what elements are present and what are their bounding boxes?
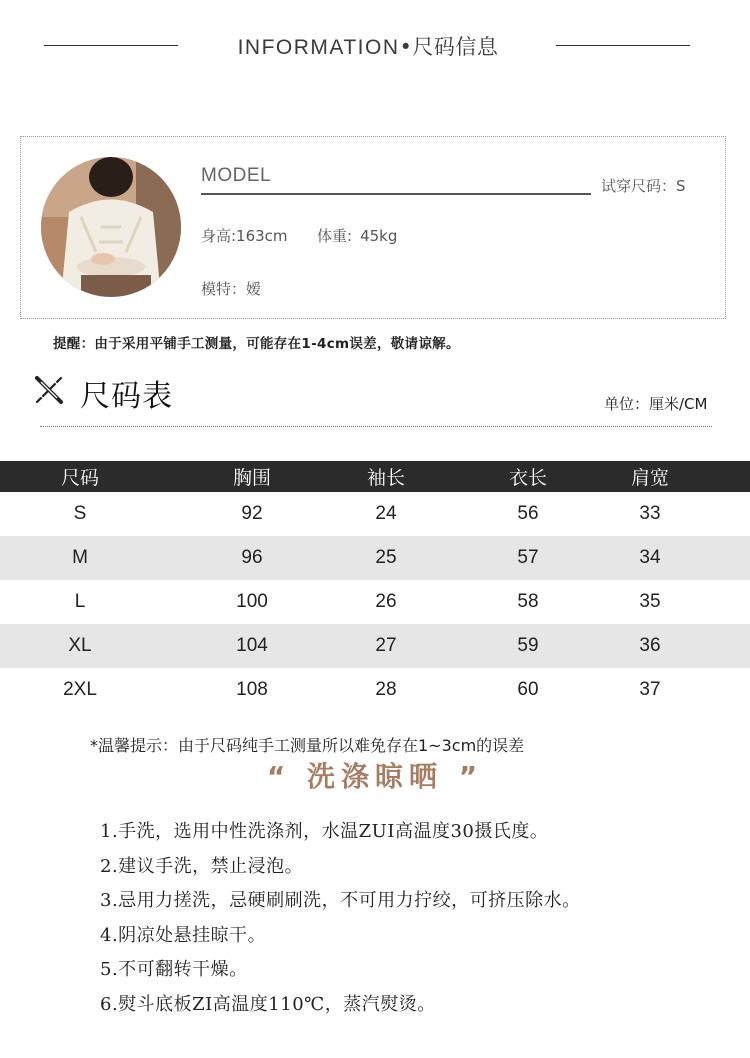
header-rule-right [556,45,690,46]
model-weight-value: 45kg [360,227,398,245]
table-cell: 25 [375,547,397,568]
dotted-divider [40,426,712,427]
table-cell: 104 [236,635,268,656]
table-cell: S [73,503,87,524]
table-row [0,536,750,580]
list-item: 6.熨斗底板ZI高温度110℃，蒸汽熨烫。 [100,993,436,1015]
table-cell: 57 [517,547,539,568]
table-cell: 36 [639,635,661,656]
table-row [0,492,750,536]
table-cell: 58 [517,591,539,612]
list-item: 1.手洗，选用中性洗涤剂，水温ZUI高温度30摄氏度。 [100,821,549,842]
table-cell: 28 [375,679,397,700]
table-header-row [0,461,750,492]
table-cell: 92 [241,503,263,524]
wash-title: “ 洗涤晾晒 ” [266,760,484,793]
model-divider [201,193,591,195]
model-info-card [20,136,726,319]
table-cell: 26 [375,591,397,612]
size-chart-unit: 单位：厘米/CM [604,395,708,413]
size-tip: *温馨提示：由于尺码纯手工测量所以难免存在1~3cm的误差 [90,736,525,755]
model-avatar [41,157,181,297]
section-title-en: INFORMATION [237,36,400,59]
table-cell: 34 [639,547,661,568]
table-cell: 60 [517,679,539,700]
model-label: MODEL [201,165,272,186]
table-row [0,668,750,712]
cross-tools-icon [33,374,65,406]
section-title-separator: • [399,35,413,59]
size-table [0,461,750,712]
table-cell: 56 [517,503,539,524]
section-title-cn: 尺码信息 [412,35,499,59]
header-cell-length: 衣长 [508,467,547,489]
section-title [180,31,556,61]
table-cell: 100 [236,591,268,612]
model-weight [317,225,397,246]
measurement-notice: 提醒：由于采用平铺手工测量，可能存在1-4cm误差，敬请谅解。 [53,336,460,352]
table-cell: 33 [639,503,661,524]
table-cell: 96 [241,547,263,568]
model-weight-label: 体重: [317,227,353,245]
wash-instructions [100,820,581,1027]
header-cell-size: 尺码 [60,467,99,489]
header-rule-left [44,45,178,46]
list-item: 2.建议手洗，禁止浸泡。 [100,855,304,877]
header-cell-shoulder: 肩宽 [630,467,669,489]
table-cell: 2XL [63,679,97,700]
model-name: 模特：嫒 [201,280,262,298]
model-photo-icon [41,157,181,297]
table-cell: M [72,547,88,568]
list-item: 4.阴凉处悬挂晾干。 [100,924,267,946]
table-cell: 35 [639,591,661,612]
table-cell: 24 [375,503,397,524]
header-cell-bust: 胸围 [232,467,271,489]
table-cell: 108 [236,679,268,700]
table-cell: L [74,591,86,612]
table-cell: 37 [639,679,661,700]
table-cell: 27 [375,635,397,656]
table-row [0,580,750,624]
list-item: 3.忌用力搓洗，忌硬刷刷洗，不可用力拧绞，可挤压除水。 [100,890,581,911]
table-cell: 59 [517,635,539,656]
table-cell: XL [68,635,92,656]
try-size: 试穿尺码：S [601,177,686,195]
header-cell-sleeve: 袖长 [366,467,405,489]
model-height: 身高:163cm [201,227,288,245]
table-row [0,624,750,668]
size-chart-title: 尺码表 [80,379,173,414]
list-item: 5.不可翻转干燥。 [100,959,248,980]
